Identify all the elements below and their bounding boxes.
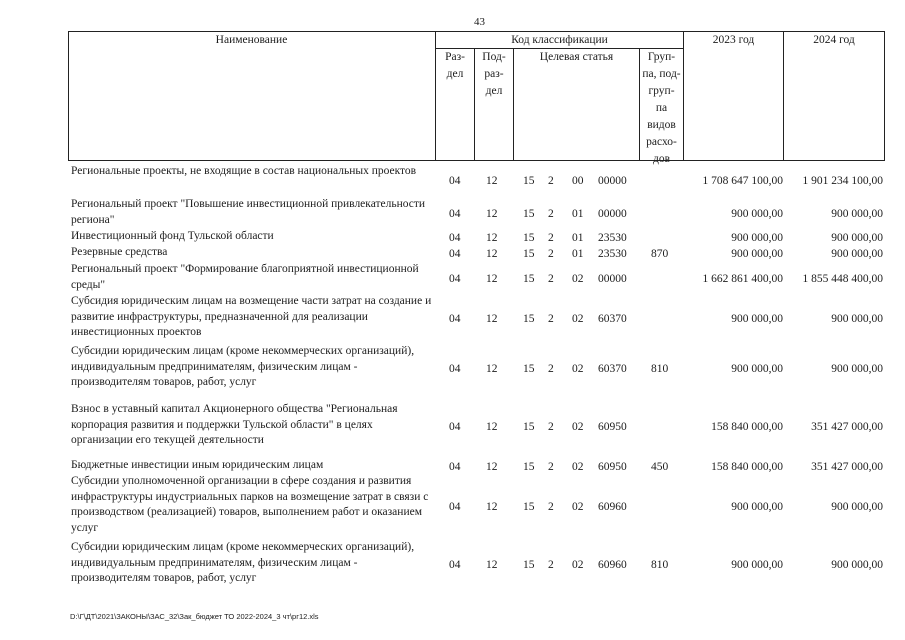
row-vr: 870 bbox=[651, 248, 669, 260]
table-row bbox=[0, 458, 905, 474]
row-t3: 02 bbox=[572, 558, 584, 571]
row-t1: 15 bbox=[523, 248, 535, 260]
row-t1: 15 bbox=[523, 420, 535, 433]
row-y2024: 351 427 000,00 bbox=[811, 461, 883, 473]
row-t1: 15 bbox=[523, 174, 535, 187]
row-t2: 2 bbox=[548, 558, 554, 571]
row-y2024: 1 901 234 100,00 bbox=[802, 174, 883, 187]
row-y2024: 351 427 000,00 bbox=[811, 420, 883, 433]
row-y2024: 900 000,00 bbox=[831, 248, 883, 260]
row-y2023: 900 000,00 bbox=[731, 207, 783, 220]
row-t4: 60960 bbox=[598, 558, 627, 571]
row-t4: 23530 bbox=[598, 248, 627, 260]
row-y2023: 1 662 861 400,00 bbox=[702, 272, 783, 285]
row-t3: 02 bbox=[572, 500, 584, 513]
row-vr: 810 bbox=[651, 558, 669, 571]
row-name: Субсидии юридическим лицам (кроме некоммерческих организаций), индивидуальным предпринимателям, физическим лицам - производителям товаров, работ, услуг bbox=[71, 541, 415, 584]
row-razdel: 04 bbox=[449, 232, 461, 244]
table-row bbox=[0, 262, 905, 293]
row-t4: 23530 bbox=[598, 232, 627, 244]
table-row bbox=[0, 474, 905, 537]
row-razdel: 04 bbox=[449, 272, 461, 285]
row-podrazdel: 12 bbox=[486, 420, 498, 433]
row-y2024: 900 000,00 bbox=[831, 207, 883, 220]
row-t3: 00 bbox=[572, 174, 584, 187]
row-t3: 01 bbox=[572, 232, 584, 244]
row-t4: 60370 bbox=[598, 362, 627, 375]
row-t2: 2 bbox=[548, 461, 554, 473]
row-t2: 2 bbox=[548, 232, 554, 244]
row-t2: 2 bbox=[548, 174, 554, 187]
row-name: Бюджетные инвестиции иным юридическим лицам bbox=[71, 459, 324, 471]
row-y2024: 1 855 448 400,00 bbox=[802, 272, 883, 285]
row-name: Резервные средства bbox=[71, 246, 168, 258]
row-y2023: 158 840 000,00 bbox=[711, 461, 783, 473]
row-razdel: 04 bbox=[449, 207, 461, 220]
row-razdel: 04 bbox=[449, 558, 461, 571]
row-podrazdel: 12 bbox=[486, 500, 498, 513]
row-t4: 00000 bbox=[598, 207, 627, 220]
row-t4: 60960 bbox=[598, 500, 627, 513]
row-t3: 02 bbox=[572, 362, 584, 375]
row-t3: 02 bbox=[572, 420, 584, 433]
row-podrazdel: 12 bbox=[486, 174, 498, 187]
row-t2: 2 bbox=[548, 420, 554, 433]
header-expense-group: Груп- па, под- груп- па видов расхо- дов bbox=[642, 51, 681, 165]
row-t1: 15 bbox=[523, 207, 535, 220]
row-t4: 00000 bbox=[598, 272, 627, 285]
row-y2023: 900 000,00 bbox=[731, 500, 783, 513]
table-row bbox=[0, 245, 905, 261]
row-name: Субсидии юридическим лицам (кроме некоммерческих организаций), индивидуальным предпринимателям, физическим лицам - производителям товаров, работ, услуг bbox=[71, 345, 415, 388]
row-t4: 60950 bbox=[598, 420, 627, 433]
row-y2024: 900 000,00 bbox=[831, 312, 883, 325]
row-t1: 15 bbox=[523, 312, 535, 325]
header-section: Раз- дел bbox=[445, 51, 465, 80]
row-name: Региональный проект "Повышение инвестиционной привлекательности региона" bbox=[71, 198, 426, 226]
row-y2024: 900 000,00 bbox=[831, 500, 883, 513]
header-subsection: Под- раз- дел bbox=[482, 51, 506, 97]
row-t1: 15 bbox=[523, 362, 535, 375]
table-row bbox=[0, 294, 905, 341]
table-row bbox=[0, 402, 905, 449]
row-podrazdel: 12 bbox=[486, 232, 498, 244]
row-podrazdel: 12 bbox=[486, 248, 498, 260]
row-razdel: 04 bbox=[449, 312, 461, 325]
row-t2: 2 bbox=[548, 362, 554, 375]
row-y2023: 158 840 000,00 bbox=[711, 420, 783, 433]
row-t1: 15 bbox=[523, 461, 535, 473]
row-t2: 2 bbox=[548, 500, 554, 513]
row-name: Инвестиционный фонд Тульской области bbox=[71, 230, 274, 242]
header-name: Наименование bbox=[215, 34, 288, 46]
row-podrazdel: 12 bbox=[486, 207, 498, 220]
row-razdel: 04 bbox=[449, 174, 461, 187]
row-y2024: 900 000,00 bbox=[831, 232, 883, 244]
row-t2: 2 bbox=[548, 248, 554, 260]
row-name: Субсидии уполномоченной организации в сфере создания и развития инфраструктуры индустриальных парков на возмещение затрат в связи с производством (реализацией) товаров, выполнением работ и оказанием услуг bbox=[71, 475, 429, 534]
row-y2023: 1 708 647 100,00 bbox=[702, 174, 783, 187]
row-podrazdel: 12 bbox=[486, 312, 498, 325]
header-year-2024: 2024 год bbox=[813, 34, 855, 46]
header-classification: Код классификации bbox=[511, 34, 608, 46]
row-t4: 60950 bbox=[598, 461, 627, 473]
header-year-2023: 2023 год bbox=[712, 34, 755, 46]
row-t1: 15 bbox=[523, 500, 535, 513]
row-name: Субсидия юридическим лицам на возмещение части затрат на создание и развитие инфраструктуры, предназначенной для реализации инвестиционных проектов bbox=[71, 295, 432, 338]
row-vr: 810 bbox=[651, 362, 669, 375]
row-t3: 02 bbox=[572, 272, 584, 285]
row-y2023: 900 000,00 bbox=[731, 232, 783, 244]
row-t3: 02 bbox=[572, 461, 584, 473]
row-t3: 01 bbox=[572, 248, 584, 260]
table-row bbox=[0, 197, 905, 228]
row-razdel: 04 bbox=[449, 461, 461, 473]
row-name: Региональный проект "Формирование благоприятной инвестиционной среды" bbox=[71, 263, 419, 291]
table-row bbox=[0, 164, 905, 195]
table-row bbox=[0, 344, 905, 391]
row-t2: 2 bbox=[548, 272, 554, 285]
row-podrazdel: 12 bbox=[486, 558, 498, 571]
row-podrazdel: 12 bbox=[486, 362, 498, 375]
row-name: Взнос в уставный капитал Акционерного общества "Региональная корпорация развития и поддержки Тульской области" в целях организации его текущей деятельности bbox=[71, 403, 398, 446]
row-podrazdel: 12 bbox=[486, 272, 498, 285]
row-podrazdel: 12 bbox=[486, 461, 498, 473]
row-razdel: 04 bbox=[449, 362, 461, 375]
row-razdel: 04 bbox=[449, 500, 461, 513]
row-y2023: 900 000,00 bbox=[731, 248, 783, 260]
row-t2: 2 bbox=[548, 312, 554, 325]
table-row bbox=[0, 229, 905, 245]
row-y2023: 900 000,00 bbox=[731, 362, 783, 375]
row-t3: 02 bbox=[572, 312, 584, 325]
row-t4: 00000 bbox=[598, 174, 627, 187]
row-y2024: 900 000,00 bbox=[831, 362, 883, 375]
row-t1: 15 bbox=[523, 558, 535, 571]
row-name: Региональные проекты, не входящие в состав национальных проектов bbox=[71, 165, 417, 177]
row-t1: 15 bbox=[523, 272, 535, 285]
header-target-item: Целевая статья bbox=[539, 51, 614, 63]
row-t2: 2 bbox=[548, 207, 554, 220]
page-number: 43 bbox=[474, 16, 485, 28]
row-t1: 15 bbox=[523, 232, 535, 244]
row-razdel: 04 bbox=[449, 420, 461, 433]
row-y2024: 900 000,00 bbox=[831, 558, 883, 571]
row-razdel: 04 bbox=[449, 248, 461, 260]
row-y2023: 900 000,00 bbox=[731, 312, 783, 325]
table-row bbox=[0, 540, 905, 587]
footer-file-path: D:\Г\ДТ\2021\ЗАКОНЫ\ЗАС_32\Зак_бюджет ТО 2022-2024_3 чт\рг12.xls bbox=[70, 612, 319, 621]
row-vr: 450 bbox=[651, 461, 669, 473]
row-t3: 01 bbox=[572, 207, 584, 220]
row-t4: 60370 bbox=[598, 312, 627, 325]
row-y2023: 900 000,00 bbox=[731, 558, 783, 571]
